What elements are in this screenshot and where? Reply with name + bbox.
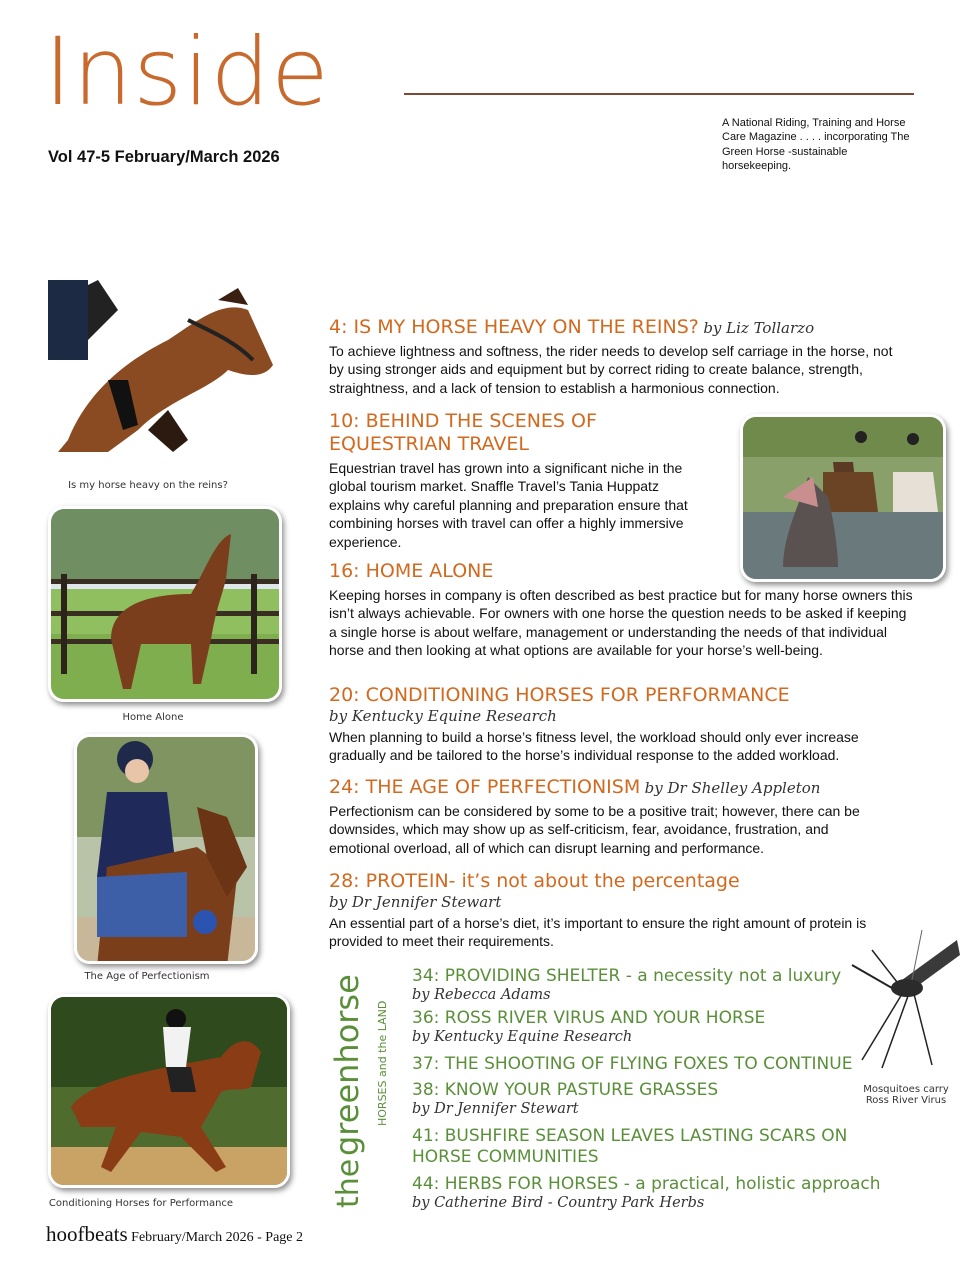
article-20 [329, 684, 929, 765]
article-4-byline: by Liz Tollarzo [703, 319, 815, 337]
article-4-title[interactable]: 4: IS MY HORSE HEAVY ON THE REINS? [329, 316, 699, 338]
article-10-summary: Equestrian travel has grown into a significant niche in the global tourism market. Snaffle Travel’s Tania Huppatz explains why careful planning and preparation ensure that combining horses with travel can offer a highly immersive experience. [329, 459, 688, 550]
article-4 [329, 316, 929, 397]
footer-page-info: February/March 2026 - Page 2 [131, 1230, 303, 1245]
greenhorse-logo-sub: HORSES and the LAND [376, 1000, 389, 1126]
article-28-summary: An essential part of a horse’s diet, it’s important to ensure the right amount of protein is provided to meet their requirements. [329, 914, 867, 950]
article-28-title[interactable]: 28: PROTEIN- it’s not about the percentage [329, 870, 740, 892]
greenhorse-item-36 [412, 1008, 765, 1045]
caption-perfectionism: The Age of Perfectionism [84, 971, 210, 982]
home-alone-photo [48, 506, 282, 702]
caption-heavy: Is my horse heavy on the reins? [68, 480, 228, 491]
article-24-summary: Perfectionism can be considered by some to be a positive trait; however, there can be downsides, which may show up as self-criticism, fear, avoidance, frustration, and emotional overload, all of which can disrupt learning and performance. [329, 802, 860, 856]
greenhorse-logo-main: greenhorse [328, 974, 366, 1156]
greenhorse-item-37-title[interactable]: 37: THE SHOOTING OF FLYING FOXES TO CONTINUE [412, 1054, 853, 1074]
article-24-title[interactable]: 24: THE AGE OF PERFECTIONISM [329, 776, 641, 798]
equestrian-travel-photo [740, 414, 946, 582]
greenhorse-item-44-byline: by Catherine Bird - Country Park Herbs [412, 1194, 705, 1211]
mosquito-photo [842, 920, 960, 1070]
greenhorse-item-34 [412, 966, 841, 1003]
article-20-title[interactable]: 20: CONDITIONING HORSES FOR PERFORMANCE [329, 684, 790, 706]
caption-home-alone: Home Alone [122, 712, 184, 723]
greenhorse-item-36-title[interactable]: 36: ROSS RIVER VIRUS AND YOUR HORSE [412, 1008, 766, 1028]
greenhorse-logo-the: the [331, 1158, 366, 1208]
greenhorse-item-38-title[interactable]: 38: KNOW YOUR PASTURE GRASSES [412, 1080, 719, 1100]
greenhorse-item-34-byline: by Rebecca Adams [412, 986, 551, 1003]
article-4-summary: To achieve lightness and softness, the rider needs to develop self carriage in the horse, not by using stronger aids and equipment but by correct riding to create balance, strength, straightness, and a lack of tension to establish a harmonious connection. [329, 342, 893, 396]
article-28-byline: by Dr Jennifer Stewart [329, 892, 502, 911]
article-24-byline: by Dr Shelley Appleton [644, 779, 821, 797]
page-title: Inside [44, 18, 330, 127]
article-20-byline: by Kentucky Equine Research [329, 706, 557, 725]
greenhorse-item-41 [412, 1126, 892, 1167]
greenhorse-item-38 [412, 1080, 718, 1117]
galloping-horse-photo [48, 994, 290, 1188]
article-16-title[interactable]: 16: HOME ALONE [329, 560, 494, 582]
magazine-tagline: A National Riding, Training and Horse Care Magazine . . . . incorporating The Green Horse -sustainable horsekeeping. [722, 117, 910, 172]
greenhorse-item-34-title[interactable]: 34: PROVIDING SHELTER - a necessity not a luxury [412, 966, 842, 986]
issue-info: Vol 47-5 February/March 2026 [48, 148, 280, 166]
jumping-horse-photo [48, 280, 280, 452]
footer-brand: hoofbeats [46, 1222, 128, 1246]
greenhorse-item-44-title[interactable]: 44: HERBS FOR HORSES - a practical, holistic approach [412, 1174, 881, 1194]
greenhorse-item-37 [412, 1054, 852, 1075]
page-footer [46, 1222, 303, 1247]
greenhorse-item-36-byline: by Kentucky Equine Research [412, 1028, 633, 1045]
caption-conditioning: Conditioning Horses for Performance [48, 1198, 234, 1209]
article-16 [329, 560, 919, 660]
greenhorse-item-44 [412, 1174, 881, 1211]
greenhorse-item-38-byline: by Dr Jennifer Stewart [412, 1100, 579, 1117]
greenhorse-logo [328, 960, 392, 1210]
greenhorse-item-41-title[interactable]: 41: BUSHFIRE SEASON LEAVES LASTING SCARS ON HORSE COMMUNITIES [412, 1126, 848, 1167]
article-28 [329, 870, 929, 951]
article-24 [329, 776, 929, 857]
article-10 [329, 410, 729, 551]
caption-mosquito: Mosquitoes carry Ross River Virus [863, 1084, 949, 1106]
article-10-title[interactable]: 10: BEHIND THE SCENES OF EQUESTRIAN TRAVEL [329, 410, 597, 455]
dressage-photo [74, 734, 258, 964]
article-20-summary: When planning to build a horse’s fitness level, the workload should only ever increase gradually and be tailored to the horse’s individual response to the added workload. [329, 728, 859, 764]
title-divider [404, 93, 914, 95]
article-16-summary: Keeping horses in company is often described as best practice but for many horse owners this isn’t always achievable. For owners with one horse the question needs to be asked if keeping a single horse is about welfare, management or understanding the needs of that individual horse and then looking at what options are available for your horse’s well-being. [329, 586, 913, 659]
